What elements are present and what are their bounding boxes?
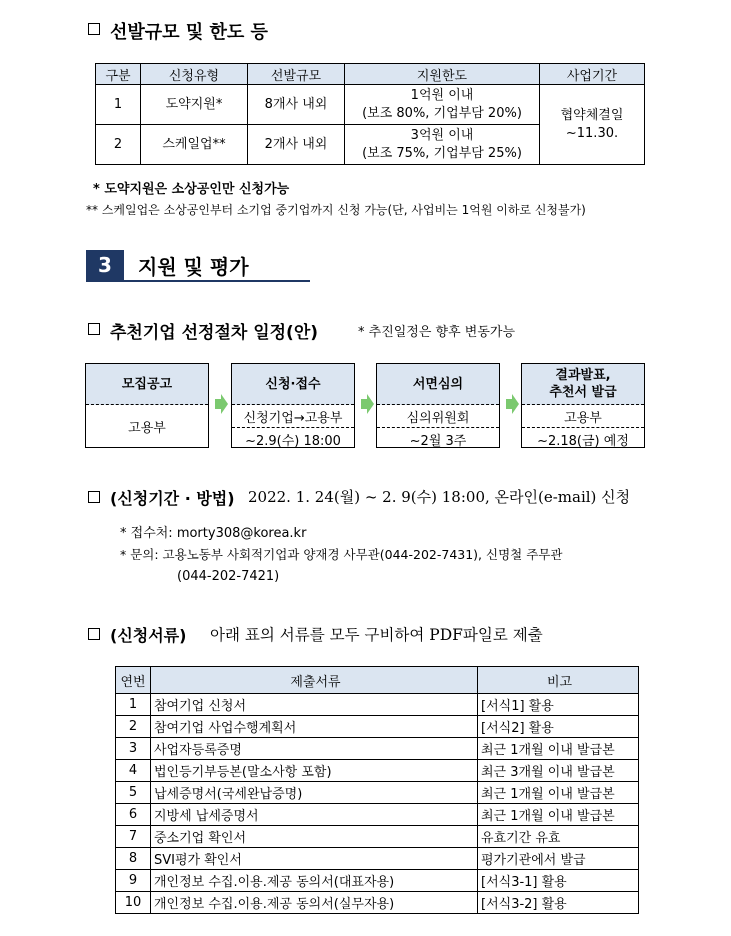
step-title: 신청·접수	[232, 364, 354, 405]
checkbox-square-icon	[88, 491, 100, 503]
cell-no: 8	[116, 848, 151, 870]
table-row	[116, 892, 639, 914]
cell-remark: [서식3-2] 활용	[478, 892, 639, 914]
documents-table	[115, 666, 639, 914]
step-title-line: 추천서 발급	[549, 385, 617, 400]
table-row	[116, 694, 639, 716]
step-title	[522, 364, 644, 405]
step-title: 모집공고	[86, 364, 208, 405]
application-text: 2022. 1. 24(월) ~ 2. 9(수) 18:00, 온라인(e-mail) 신청	[248, 488, 631, 506]
table-row	[116, 804, 639, 826]
cell-document: 사업자등록증명	[151, 738, 478, 760]
footnote-leap: * 도약지원은 소상공인만 신청가능	[93, 182, 290, 197]
cell-no: 2	[116, 716, 151, 738]
table-row	[116, 870, 639, 892]
cell-remark: 유효기간 유효	[478, 826, 639, 848]
th-limit: 지원한도	[345, 64, 540, 85]
step-title: 서면심의	[377, 364, 499, 405]
checkbox-square-icon	[88, 23, 100, 35]
th-scale: 선발규모	[248, 64, 345, 85]
cell-no: 7	[116, 826, 151, 848]
cell-remark: 최근 1개월 이내 발급본	[478, 738, 639, 760]
contact-phone: (044-202-7421)	[177, 569, 280, 584]
cell-type: 스케일업**	[141, 125, 248, 165]
cell-remark: 최근 3개월 이내 발급본	[478, 760, 639, 782]
heading-procedure: 추천기업 선정절차 일정(안)	[110, 323, 319, 343]
contact-email: * 접수처: morty308@korea.kr	[120, 526, 307, 541]
limit-amount: 3억원 이내	[410, 127, 474, 143]
cell-no: 9	[116, 870, 151, 892]
table-row	[116, 782, 639, 804]
step-application	[231, 363, 355, 448]
step-result	[521, 363, 645, 448]
cell-scale: 2개사 내외	[248, 125, 345, 165]
cell-period	[540, 85, 645, 165]
cell-document: 법인등기부등본(말소사항 포함)	[151, 760, 478, 782]
step-recruitment	[85, 363, 209, 448]
cell-scale: 8개사 내외	[248, 85, 345, 125]
checkbox-square-icon	[88, 323, 100, 335]
arrow-right-icon	[361, 394, 374, 414]
cell-document: 개인정보 수집.이용.제공 동의서(대표자용)	[151, 870, 478, 892]
limit-amount: 1억원 이내	[410, 87, 474, 103]
arrow-right-icon	[506, 394, 519, 414]
limit-ratio: (보조 80%, 기업부담 20%)	[362, 105, 522, 121]
th-document: 제출서류	[151, 667, 478, 694]
table-row	[116, 848, 639, 870]
step-review	[376, 363, 500, 448]
documents-label: (신청서류)	[110, 626, 187, 645]
section-number: 3	[86, 250, 124, 280]
table-row	[96, 85, 645, 125]
cell-no: 2	[96, 125, 141, 165]
contact-inquiry: * 문의: 고용노동부 사회적기업과 양재경 사무관(044-202-7431), 신명철 주무관	[120, 547, 563, 562]
cell-remark: 평가기관에서 발급	[478, 848, 639, 870]
cell-remark: [서식3-1] 활용	[478, 870, 639, 892]
step-title-line: 결과발표,	[555, 368, 611, 383]
table-row	[116, 826, 639, 848]
cell-no: 10	[116, 892, 151, 914]
th-remark: 비고	[478, 667, 639, 694]
cell-no: 5	[116, 782, 151, 804]
table-row	[116, 716, 639, 738]
cell-no: 3	[116, 738, 151, 760]
th-no: 연번	[116, 667, 151, 694]
table-row	[116, 738, 639, 760]
section-underline	[86, 280, 310, 282]
cell-document: 개인정보 수집.이용.제공 동의서(실무자용)	[151, 892, 478, 914]
cell-limit	[345, 125, 540, 165]
th-period: 사업기간	[540, 64, 645, 85]
step-deadline: ~2.18(금) 예정	[522, 427, 644, 450]
footnote-scaleup: ** 스케일업은 소상공인부터 소기업 중기업까지 신청 가능(단, 사업비는 1억원 이하로 신청불가)	[86, 203, 586, 217]
period-start: 협약체결일	[560, 107, 624, 123]
cell-remark: [서식2] 활용	[478, 716, 639, 738]
procedure-note: * 추진일정은 향후 변동가능	[358, 325, 516, 340]
arrow-right-icon	[215, 394, 228, 414]
cell-remark: 최근 1개월 이내 발급본	[478, 804, 639, 826]
step-detail: 고용부	[564, 410, 602, 426]
cell-no: 6	[116, 804, 151, 826]
step-detail: 심의위원회	[406, 410, 470, 426]
checkbox-square-icon	[88, 628, 100, 640]
application-label: (신청기간 · 방법)	[110, 489, 235, 508]
cell-limit	[345, 85, 540, 125]
step-deadline: ~2월 3주	[377, 427, 499, 450]
cell-no: 4	[116, 760, 151, 782]
cell-document: 지방세 납세증명서	[151, 804, 478, 826]
step-detail: 신청기업→고용부	[243, 410, 343, 426]
cell-type: 도약지원*	[141, 85, 248, 125]
cell-remark: 최근 1개월 이내 발급본	[478, 782, 639, 804]
section-title: 지원 및 평가	[138, 255, 249, 279]
cell-document: 중소기업 확인서	[151, 826, 478, 848]
cell-document: 납세증명서(국세완납증명)	[151, 782, 478, 804]
table-row	[116, 760, 639, 782]
step-deadline: ~2.9(수) 18:00	[232, 427, 354, 450]
limit-ratio: (보조 75%, 기업부담 25%)	[362, 145, 522, 161]
cell-document: SVI평가 확인서	[151, 848, 478, 870]
cell-no: 1	[96, 85, 141, 125]
cell-no: 1	[116, 694, 151, 716]
cell-remark: [서식1] 활용	[478, 694, 639, 716]
heading-selection-scale: 선발규모 및 한도 등	[110, 22, 268, 43]
selection-table	[95, 63, 645, 165]
th-category: 구분	[96, 64, 141, 85]
step-detail: 고용부	[128, 421, 166, 436]
documents-text: 아래 표의 서류를 모두 구비하여 PDF파일로 제출	[210, 626, 543, 644]
period-end: ~11.30.	[565, 125, 619, 141]
cell-document: 참여기업 신청서	[151, 694, 478, 716]
th-type: 신청유형	[141, 64, 248, 85]
cell-document: 참여기업 사업수행계획서	[151, 716, 478, 738]
